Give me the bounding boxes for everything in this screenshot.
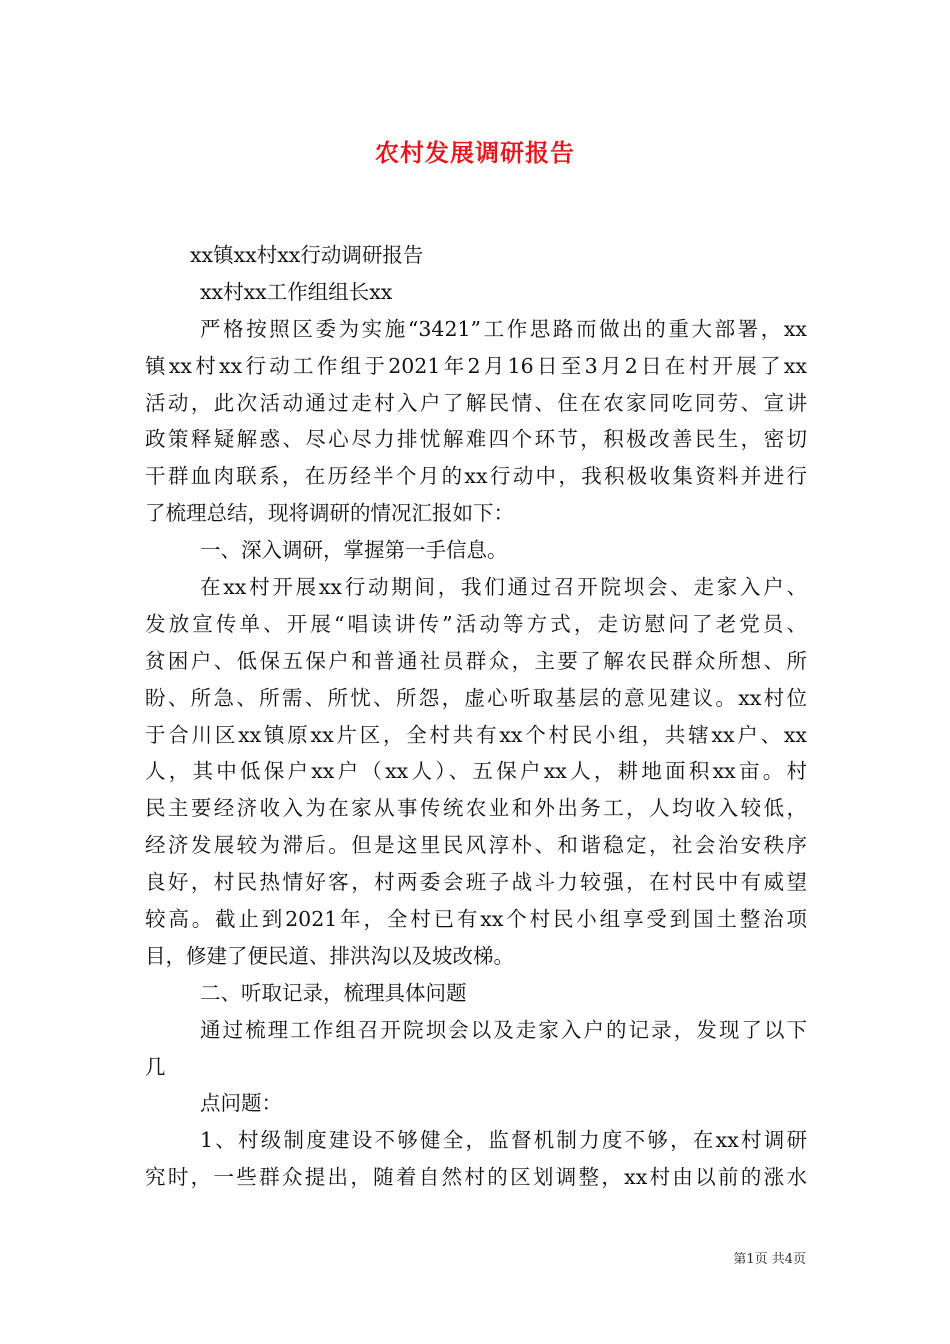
paragraph-line: 民主要经济收入为在家从事传统农业和外出务工，人均收入较低，: [145, 796, 807, 821]
paragraph-line: 干群血肉联系，在历经半个月的xx行动中，我积极收集资料并进行: [145, 464, 807, 489]
paragraph-line: 政策释疑解惑、尽心尽力排忧解难四个环节，积极改善民生，密切: [145, 427, 807, 452]
paragraph-line: 发放宣传单、开展“唱读讲传”活动等方式，走访慰问了老党员、: [145, 611, 807, 636]
paragraph-line: 通过梳理工作组召开院坝会以及走家入户的记录，发现了以下: [200, 1017, 807, 1042]
paragraph-line: 点问题：: [200, 1091, 282, 1116]
paragraph-line: 活动，此次活动通过走村入户了解民情、住在农家同吃同劳、宣讲: [145, 390, 807, 415]
paragraph-line: 人，其中低保户xx户（xx人）、五保户xx人，耕地面积xx亩。村: [145, 759, 807, 784]
paragraph-line: 严格按照区委为实施“3421”工作思路而做出的重大部署，xx: [200, 316, 807, 341]
paragraph-line: 经济发展较为滞后。但是这里民风淳朴、和谐稳定，社会治安秩序: [145, 833, 807, 858]
document-body: [145, 237, 807, 1196]
paragraph-line: 贫困户、低保五保户和普通社员群众，主要了解农民群众所想、所: [145, 648, 807, 673]
report-subtitle: xx镇xx村xx行动调研报告: [190, 243, 424, 267]
page-number: 第1页 共4页: [733, 1252, 806, 1267]
paragraph-line: 在xx村开展xx行动期间，我们通过召开院坝会、走家入户、: [200, 575, 807, 600]
paragraph-line: 于合川区xx镇原xx片区，全村共有xx个村民小组，共辖xx户、xx: [145, 722, 807, 747]
document-title: 农村发展调研报告: [375, 138, 575, 167]
paragraph-line: 了梳理总结，现将调研的情况汇报如下：: [145, 501, 514, 526]
paragraph-line: 究时，一些群众提出，随着自然村的区划调整，xx村由以前的涨水: [145, 1165, 807, 1190]
section-heading-1: 一、深入调研，掌握第一手信息。: [200, 538, 508, 563]
paragraph-line: 镇xx村xx行动工作组于2021年2月16日至3月2日在村开展了xx: [145, 353, 807, 378]
author-line: xx村xx工作组组长xx: [200, 279, 393, 304]
section-heading-2: 二、听取记录，梳理具体问题: [200, 980, 467, 1005]
paragraph-line: 几: [145, 1054, 166, 1079]
paragraph-line: 较高。截止到2021年，全村已有xx个村民小组享受到国土整治项: [145, 907, 807, 932]
paragraph-line: 1、村级制度建设不够健全，监督机制力度不够，在xx村调研: [200, 1128, 807, 1153]
paragraph-line: 盼、所急、所需、所忧、所怨，虚心听取基层的意见建议。xx村位: [145, 685, 807, 710]
paragraph-line: 目，修建了便民道、排洪沟以及坡改梯。: [145, 943, 514, 968]
paragraph-line: 良好，村民热情好客，村两委会班子战斗力较强，在村民中有威望: [145, 870, 807, 895]
